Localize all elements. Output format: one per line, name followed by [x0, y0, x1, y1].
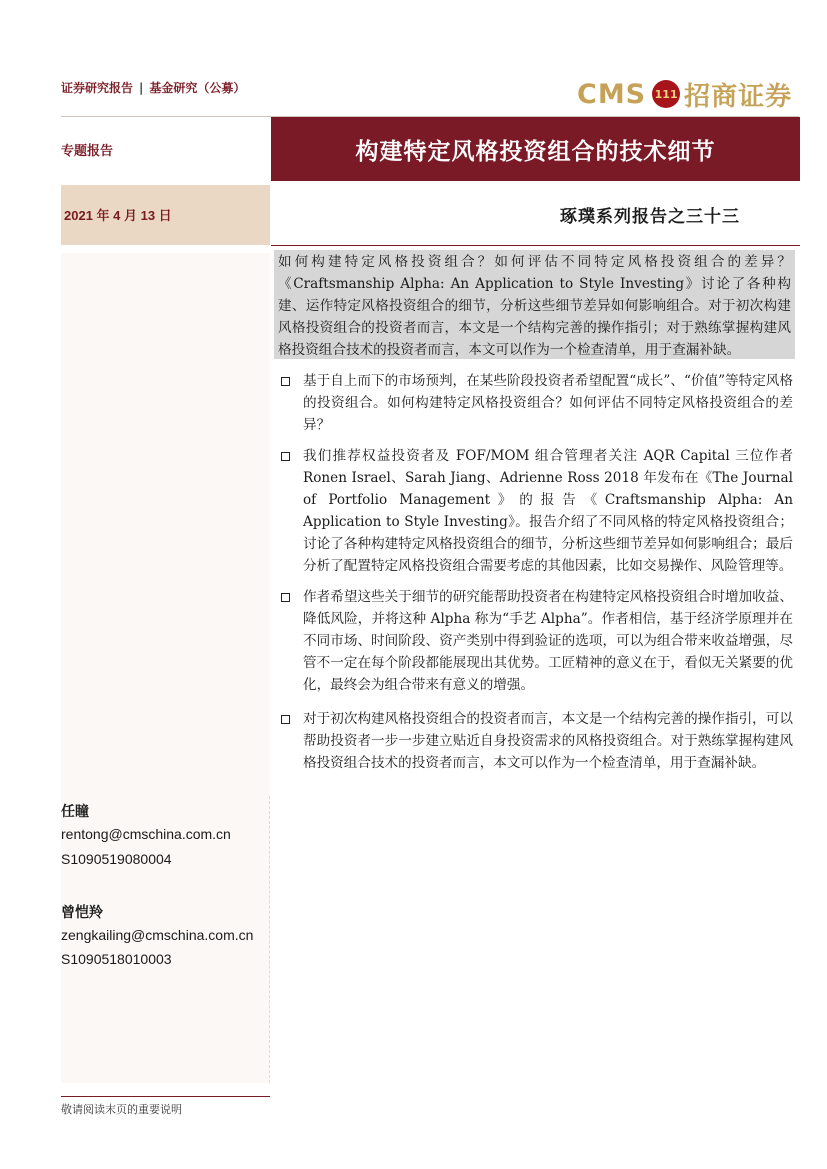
page-title — [271, 117, 800, 181]
bullet-text: 基于自上而下的市场预判，在某些阶段投资者希望配置“成长”、“价值”等特定风格的投资组合。如何构建特定风格投资组合？如何评估不同特定风格投资组合的差异？ — [303, 373, 793, 433]
author-name: 任瞳 — [61, 804, 89, 820]
company-logo — [577, 76, 792, 112]
report-type: 专题报告 — [61, 144, 114, 159]
logo-chinese: 招商证券 — [684, 81, 793, 112]
bullet-text: 对于初次构建风格投资组合的投资者而言，本文是一个结构完善的操作指引，可以帮助投资者一步一步建立贴近自身投资需求的风格投资组合。对于熟练掌握构建风格投资组合技术的投资者而言，本文可以作为一个检查清单，用于查漏补缺。 — [303, 711, 793, 771]
footer-note: 敬请阅读末页的重要说明 — [61, 1103, 182, 1116]
logo-latin: CMS — [577, 78, 647, 110]
author-license: S1090518010003 — [61, 951, 172, 967]
summary-text: 如何构建特定风格投资组合？如何评估不同特定风格投资组合的差异？《Craftsmanship Alpha: An Application to Style Investing》讨论了各种构建、运作特定风格投资组合的细节，分析这些细节差异如何影响组合。对于初次构建风格投资组合的投资者而言，本文是一个结构完善的操作指引；对于熟练掌握构建风格投资组合技术的投资者而言，本文可以作为一个检查清单，用于查漏补缺。 — [278, 254, 791, 358]
bullet-text: 我们推荐权益投资者及 FOF/MOM 组合管理者关注 AQR Capital 三位作者 Ronen Israel、Sarah Jiang、Adrienne Ross 2018 年发布在《The Journal of Portfolio Management》的报告《Craftsmanship Alpha: An Application to Style Investing》。报告介绍了不同风格的特定风格投资组合；讨论了各种构建特定风格投资组合的细节，分析这些细节差异如何影响组合；最后分析了配置特定风格投资组合需要考虑的其他因素，比如交易操作、风险管理等。 — [303, 448, 793, 574]
bullet-item — [281, 708, 793, 774]
bullet-item — [281, 445, 793, 577]
report-category: 证券研究报告 — [61, 81, 134, 95]
author-license: S1090519080004 — [61, 851, 172, 867]
report-date: 2021 年 4 月 13 日 — [64, 208, 172, 223]
report-subcategory: 基金研究（公募） — [149, 81, 246, 95]
square-bullet-icon — [281, 593, 290, 602]
square-bullet-icon — [281, 715, 290, 724]
breadcrumb-separator: | — [139, 81, 144, 95]
author-email[interactable]: rentong@cmschina.com.cn — [61, 826, 231, 842]
bullet-item — [281, 370, 793, 436]
series-name: 琢璞系列报告之三十三 — [560, 207, 740, 227]
author-name: 曾恺羚 — [61, 905, 103, 921]
page-title-text: 构建特定风格投资组合的技术细节 — [355, 137, 716, 165]
breadcrumb — [61, 79, 245, 96]
author-email[interactable]: zengkailing@cmschina.com.cn — [61, 927, 254, 943]
sidebar-divider — [269, 796, 271, 1083]
square-bullet-icon — [281, 452, 290, 461]
logo-badge-icon: 111 — [652, 80, 680, 108]
footer-divider — [61, 1096, 270, 1097]
summary-box — [274, 250, 795, 359]
title-divider — [271, 245, 800, 246]
bullet-item — [281, 586, 793, 696]
bullet-text: 作者希望这些关于细节的研究能帮助投资者在构建特定风格投资组合时增加收益、降低风险，并将这种 Alpha 称为“手艺 Alpha”。作者相信，基于经济学原理并在不同市场、时间阶段、资产类别中得到验证的选项，可以为组合带来收益增强，尽管不一定在每个阶段都能展现出其优势。工匠精神的意义在于，看似无关紧要的优化，最终会为组合带来有意义的增强。 — [303, 589, 793, 693]
square-bullet-icon — [281, 377, 290, 386]
